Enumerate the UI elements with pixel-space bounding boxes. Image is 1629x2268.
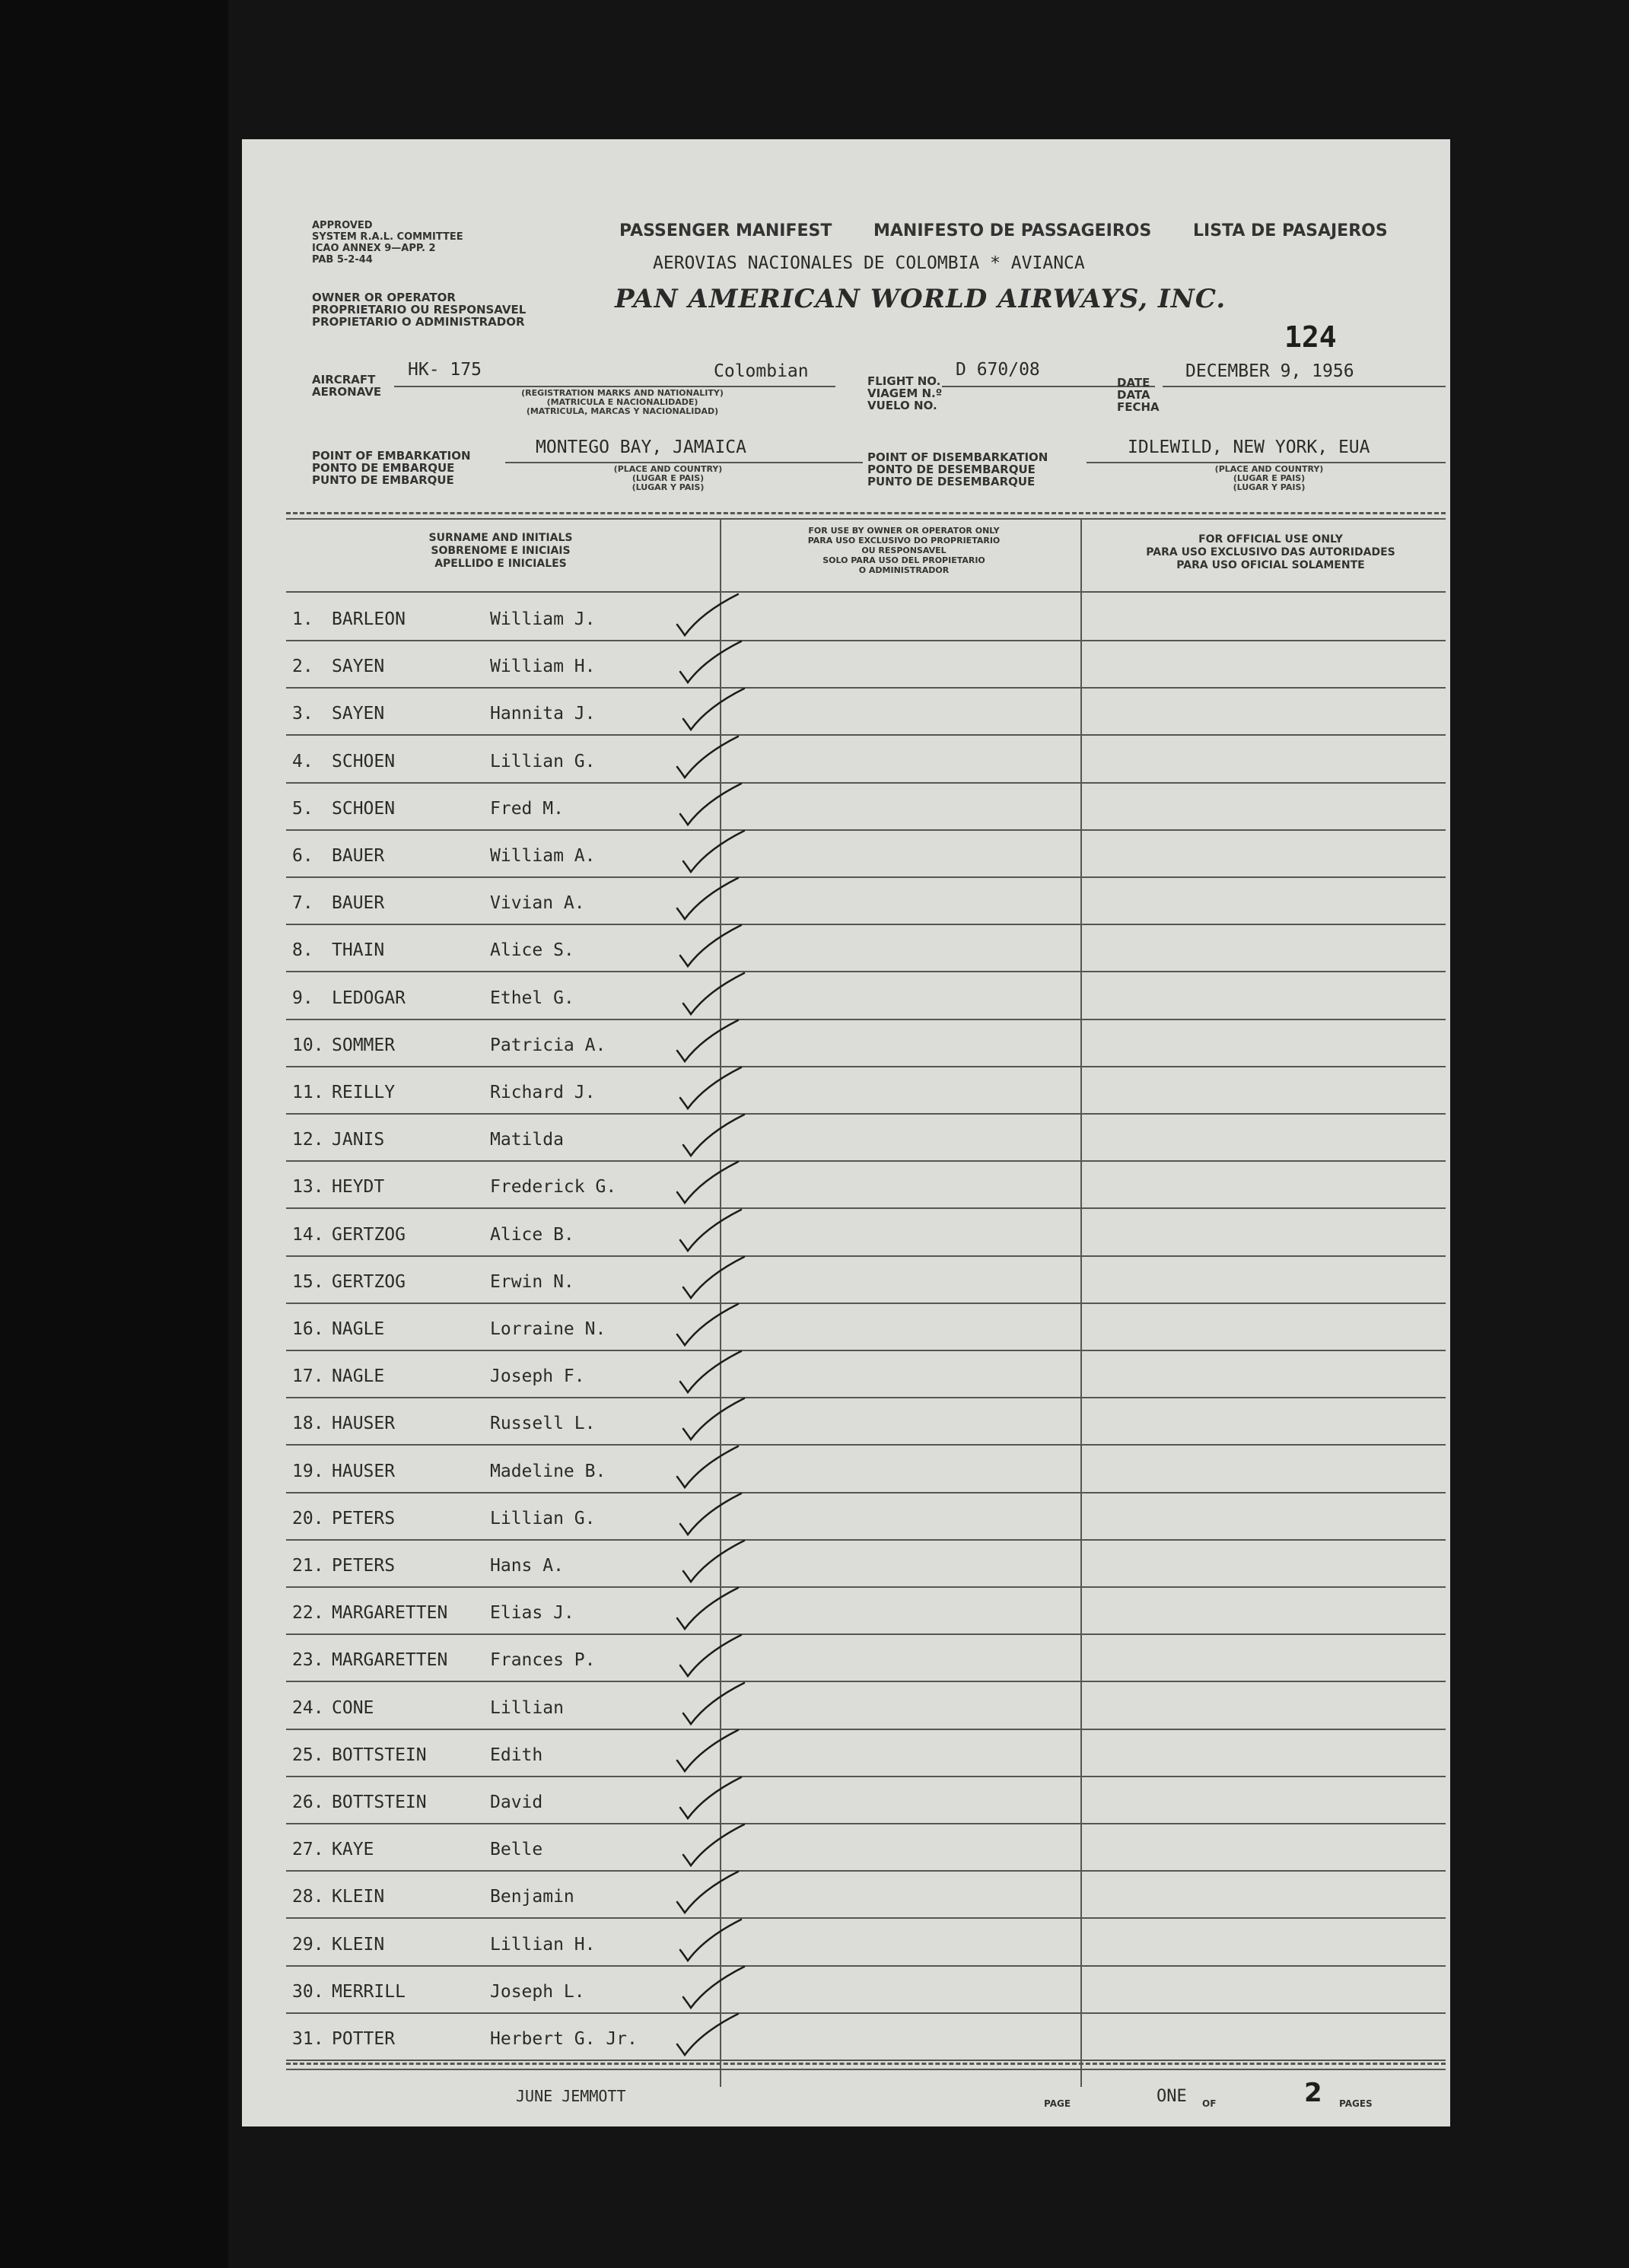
check-mark-icon — [677, 1489, 746, 1542]
row-number: 17. — [292, 1366, 324, 1387]
passenger-given-name: Alice S. — [490, 940, 574, 961]
passenger-given-name: Joseph F. — [490, 1366, 585, 1387]
passenger-given-name: Lillian G. — [490, 751, 596, 771]
row-rule — [286, 1681, 1446, 1682]
row-number: 23. — [292, 1650, 324, 1671]
check-mark-icon — [677, 1205, 746, 1258]
row-number: 27. — [292, 1840, 324, 1860]
passenger-given-name: Edith — [490, 1745, 543, 1765]
title-pt: MANIFESTO DE PASSAGEIROS — [873, 221, 1152, 240]
row-rule — [286, 1633, 1446, 1635]
table-row — [286, 1637, 1446, 1684]
row-rule — [286, 782, 1446, 784]
table-row — [286, 1069, 1446, 1116]
row-number: 12. — [292, 1130, 324, 1150]
table-row — [286, 1968, 1446, 2015]
passenger-given-name: Matilda — [490, 1130, 564, 1150]
col-surname-head: SURNAME AND INITIALS SOBRENOME E INICIAIS APELLIDO E INICIALES — [428, 532, 573, 570]
row-number: 25. — [292, 1745, 324, 1765]
passenger-surname: REILLY — [332, 1083, 396, 1102]
row-number: 31. — [292, 2029, 324, 2049]
passenger-given-name: Richard J. — [490, 1083, 596, 1102]
scan-border — [0, 0, 228, 2268]
row-rule — [286, 1255, 1446, 1257]
passenger-surname: MARGARETTEN — [332, 1603, 448, 1624]
check-mark-icon — [674, 873, 743, 927]
pages-label: PAGES — [1339, 2098, 1373, 2109]
row-rule — [286, 1160, 1446, 1162]
passenger-surname: MARGARETTEN — [332, 1650, 448, 1671]
passenger-given-name: David — [490, 1792, 543, 1812]
disembark-label: POINT OF DISEMBARKATION PONTO DE DESEMBARQUE PUNTO DE DESEMBARQUE — [867, 450, 1048, 488]
table-row — [286, 1306, 1446, 1353]
check-mark-icon — [674, 1867, 743, 1920]
passenger-surname: SCHOEN — [332, 751, 396, 771]
row-rule — [286, 971, 1446, 972]
embark-label: POINT OF EMBARKATION PONTO DE EMBARQUE PUNTO DE EMBARQUE — [312, 449, 471, 487]
row-rule — [286, 1113, 1446, 1115]
check-mark-icon — [680, 1536, 749, 1589]
row-number: 16. — [292, 1319, 324, 1339]
row-rule — [286, 876, 1446, 878]
check-mark-icon — [674, 2009, 743, 2063]
row-rule — [286, 1965, 1446, 1967]
row-rule — [286, 1350, 1446, 1351]
row-rule — [286, 1444, 1446, 1446]
passenger-given-name: Elias J. — [490, 1603, 574, 1624]
table-row — [286, 2015, 1446, 2063]
row-number: 20. — [292, 1508, 324, 1528]
passenger-surname: BOTTSTEIN — [332, 1792, 427, 1812]
passenger-surname: BAUER — [332, 893, 385, 914]
check-mark-icon — [677, 1773, 746, 1826]
aircraft-reg: HK- 175 — [408, 360, 482, 380]
passenger-given-name: Hannita J. — [490, 704, 596, 724]
row-number: 13. — [292, 1177, 324, 1198]
table-row — [286, 975, 1446, 1022]
passenger-surname: BAUER — [332, 846, 385, 866]
row-rule — [286, 2060, 1446, 2061]
passenger-given-name: Frederick G. — [490, 1177, 617, 1198]
table-row — [286, 1826, 1446, 1873]
row-rule — [286, 640, 1446, 641]
passenger-surname: PETERS — [332, 1556, 396, 1576]
row-number: 10. — [292, 1035, 324, 1055]
check-mark-icon — [674, 1442, 743, 1495]
passenger-surname: KAYE — [332, 1840, 374, 1860]
check-mark-icon — [680, 969, 749, 1022]
row-rule — [286, 1492, 1446, 1493]
row-rule — [286, 1066, 1446, 1067]
table-row — [286, 690, 1446, 737]
passenger-surname: PETERS — [332, 1508, 396, 1528]
check-mark-icon — [680, 1252, 749, 1306]
passenger-given-name: Patricia A. — [490, 1035, 606, 1055]
passenger-surname: LEDOGAR — [332, 988, 406, 1008]
row-rule — [286, 2012, 1446, 2014]
check-mark-icon — [680, 826, 749, 880]
aircraft-nationality: Colombian — [714, 361, 809, 381]
passenger-given-name: Madeline B. — [490, 1461, 606, 1481]
row-number: 18. — [292, 1414, 324, 1434]
title-es: LISTA DE PASAJEROS — [1193, 221, 1388, 240]
row-number: 11. — [292, 1083, 324, 1102]
passenger-surname: JANIS — [332, 1130, 385, 1150]
check-mark-icon — [680, 1394, 749, 1447]
row-number: 4. — [292, 751, 313, 771]
passenger-surname: KLEIN — [332, 1887, 385, 1907]
check-mark-icon — [674, 1726, 743, 1779]
passenger-surname: KLEIN — [332, 1934, 385, 1955]
page-of-value: ONE — [1157, 2087, 1187, 2106]
passenger-given-name: Lillian — [490, 1697, 564, 1718]
passenger-given-name: Vivian A. — [490, 893, 585, 914]
owner-label: OWNER OR OPERATOR PROPRIETARIO OU RESPONSAVEL PROPIETARIO O ADMINISTRADOR — [312, 291, 527, 329]
row-number: 19. — [292, 1461, 324, 1481]
table-row — [286, 596, 1446, 643]
table-row — [286, 1116, 1446, 1163]
passenger-surname: THAIN — [332, 940, 385, 961]
passenger-surname: NAGLE — [332, 1366, 385, 1387]
passenger-given-name: Benjamin — [490, 1887, 574, 1907]
check-mark-icon — [674, 590, 743, 643]
passenger-surname: SAYEN — [332, 704, 385, 724]
col-official-head: FOR OFFICIAL USE ONLY PARA USO EXCLUSIVO DAS AUTORIDADES PARA USO OFICIAL SOLAMENTE — [1146, 533, 1395, 571]
table-row — [286, 643, 1446, 690]
title-en: PASSENGER MANIFEST — [619, 221, 832, 240]
table-row — [286, 1873, 1446, 1920]
disembark-caption: (PLACE AND COUNTRY) (LUGAR E PAIS) (LUGAR Y PAIS) — [1214, 464, 1324, 492]
check-mark-icon — [677, 921, 746, 974]
row-rule — [286, 1729, 1446, 1730]
operator-printed: PAN AMERICAN WORLD AIRWAYS, INC. — [615, 284, 1227, 314]
table-row — [286, 785, 1446, 832]
flight-no: D 670/08 — [956, 360, 1040, 380]
table-row — [286, 1353, 1446, 1400]
check-mark-icon — [674, 1299, 743, 1353]
row-rule — [286, 1823, 1446, 1824]
passenger-list — [242, 139, 1450, 2126]
row-number: 5. — [292, 798, 313, 819]
passenger-given-name: William H. — [490, 657, 596, 677]
table-row — [286, 1779, 1446, 1826]
row-rule — [286, 1917, 1446, 1919]
table-row — [286, 1022, 1446, 1069]
row-rule — [286, 1539, 1446, 1541]
row-number: 22. — [292, 1603, 324, 1624]
table-row — [286, 1921, 1446, 1968]
table-row — [286, 1163, 1446, 1210]
passenger-surname: HAUSER — [332, 1461, 396, 1481]
table-row — [286, 927, 1446, 974]
check-mark-icon — [677, 637, 746, 690]
table-row — [286, 1589, 1446, 1637]
table-row — [286, 1732, 1446, 1779]
col-operator-head: FOR USE BY OWNER OR OPERATOR ONLY PARA USO EXCLUSIVO DO PROPRIETARIO OU RESPONSAVEL SOLO PARA USO DEL PROPIETARIO O ADMINISTRADOR — [807, 526, 1001, 575]
passenger-surname: HAUSER — [332, 1414, 396, 1434]
table-row — [286, 1448, 1446, 1495]
row-rule — [286, 924, 1446, 925]
table-row — [286, 880, 1446, 927]
row-number: 1. — [292, 609, 313, 629]
row-rule — [286, 1207, 1446, 1209]
check-mark-icon — [677, 1063, 746, 1116]
row-number: 9. — [292, 988, 313, 1008]
passenger-surname: GERTZOG — [332, 1271, 406, 1292]
prepared-by: JUNE JEMMOTT — [516, 2087, 626, 2105]
row-rule — [286, 1870, 1446, 1872]
aircraft-caption: (REGISTRATION MARKS AND NATIONALITY) (MATRICULA E NACIONALIDADE) (MATRICULA, MARCAS Y NACIONALIDAD) — [521, 388, 724, 416]
passenger-given-name: William A. — [490, 846, 596, 866]
row-number: 2. — [292, 657, 313, 677]
page-label: PAGE — [1044, 2098, 1071, 2109]
table-row — [286, 1258, 1446, 1306]
check-mark-icon — [677, 779, 746, 832]
check-mark-icon — [674, 1016, 743, 1069]
check-mark-icon — [674, 732, 743, 785]
passenger-surname: POTTER — [332, 2029, 396, 2049]
table-row — [286, 832, 1446, 880]
table-row — [286, 1495, 1446, 1542]
row-number: 7. — [292, 893, 313, 914]
table-row — [286, 1542, 1446, 1589]
check-mark-icon — [680, 1820, 749, 1873]
check-mark-icon — [674, 1157, 743, 1210]
passenger-given-name: Lillian H. — [490, 1934, 596, 1955]
passenger-surname: SOMMER — [332, 1035, 396, 1055]
passenger-given-name: Fred M. — [490, 798, 564, 819]
passenger-surname: HEYDT — [332, 1177, 385, 1198]
table-row — [286, 1400, 1446, 1447]
passenger-surname: NAGLE — [332, 1319, 385, 1339]
page-total: 2 — [1304, 2078, 1322, 2108]
passenger-surname: CONE — [332, 1697, 374, 1718]
check-mark-icon — [674, 1583, 743, 1637]
passenger-surname: GERTZOG — [332, 1224, 406, 1245]
check-mark-icon — [677, 1347, 746, 1400]
table-row — [286, 1211, 1446, 1258]
passenger-given-name: Hans A. — [490, 1556, 564, 1576]
passenger-given-name: William J. — [490, 609, 596, 629]
passenger-given-name: Russell L. — [490, 1414, 596, 1434]
row-rule — [286, 687, 1446, 689]
passenger-given-name: Frances P. — [490, 1650, 596, 1671]
flight-label: FLIGHT NO. VIAGEM N.º VUELO NO. — [867, 374, 943, 412]
passenger-surname: MERRILL — [332, 1981, 406, 2002]
row-number: 26. — [292, 1792, 324, 1812]
passenger-given-name: Lillian G. — [490, 1508, 596, 1528]
check-mark-icon — [680, 684, 749, 737]
passenger-given-name: Lorraine N. — [490, 1319, 606, 1339]
passenger-surname: SCHOEN — [332, 798, 396, 819]
aircraft-label: AIRCRAFT AERONAVE — [312, 373, 382, 399]
check-mark-icon — [680, 1110, 749, 1163]
passenger-surname: BARLEON — [332, 609, 406, 629]
passenger-given-name: Joseph L. — [490, 1981, 585, 2002]
row-number: 30. — [292, 1981, 324, 2002]
row-number: 8. — [292, 940, 313, 961]
passenger-given-name: Belle — [490, 1840, 543, 1860]
check-mark-icon — [680, 1962, 749, 2015]
row-rule — [286, 829, 1446, 831]
date-label: DATE DATA FECHA — [1117, 376, 1160, 414]
row-rule — [286, 1776, 1446, 1777]
embark-value: MONTEGO BAY, JAMAICA — [536, 437, 746, 457]
row-number: 6. — [292, 846, 313, 866]
row-number: 3. — [292, 704, 313, 724]
check-mark-icon — [677, 1915, 746, 1968]
row-number: 21. — [292, 1556, 324, 1576]
operator-typed: AEROVIAS NACIONALES DE COLOMBIA * AVIANCA — [653, 253, 1085, 273]
approval-block: APPROVED SYSTEM R.A.L. COMMITTEE ICAO ANNEX 9—APP. 2 PAB 5-2-44 — [312, 220, 463, 266]
check-mark-icon — [677, 1630, 746, 1684]
row-number: 15. — [292, 1271, 324, 1292]
page-stamp: 124 — [1284, 320, 1337, 354]
row-rule — [286, 1303, 1446, 1304]
date-value: DECEMBER 9, 1956 — [1185, 361, 1354, 381]
row-rule — [286, 1397, 1446, 1398]
table-row — [286, 1684, 1446, 1732]
table-row — [286, 738, 1446, 785]
passenger-given-name: Ethel G. — [490, 988, 574, 1008]
passenger-given-name: Alice B. — [490, 1224, 574, 1245]
of-label: OF — [1202, 2098, 1217, 2109]
disembark-value: IDLEWILD, NEW YORK, EUA — [1128, 437, 1370, 457]
passenger-given-name: Herbert G. Jr. — [490, 2029, 638, 2049]
row-number: 28. — [292, 1887, 324, 1907]
row-rule — [286, 1019, 1446, 1020]
row-rule — [286, 734, 1446, 736]
check-mark-icon — [680, 1678, 749, 1732]
row-rule — [286, 1586, 1446, 1588]
row-number: 29. — [292, 1934, 324, 1955]
row-number: 14. — [292, 1224, 324, 1245]
passenger-surname: SAYEN — [332, 657, 385, 677]
passenger-given-name: Erwin N. — [490, 1271, 574, 1292]
row-number: 24. — [292, 1697, 324, 1718]
embark-caption: (PLACE AND COUNTRY) (LUGAR E PAIS) (LUGAR Y PAIS) — [613, 464, 723, 492]
passenger-surname: BOTTSTEIN — [332, 1745, 427, 1765]
